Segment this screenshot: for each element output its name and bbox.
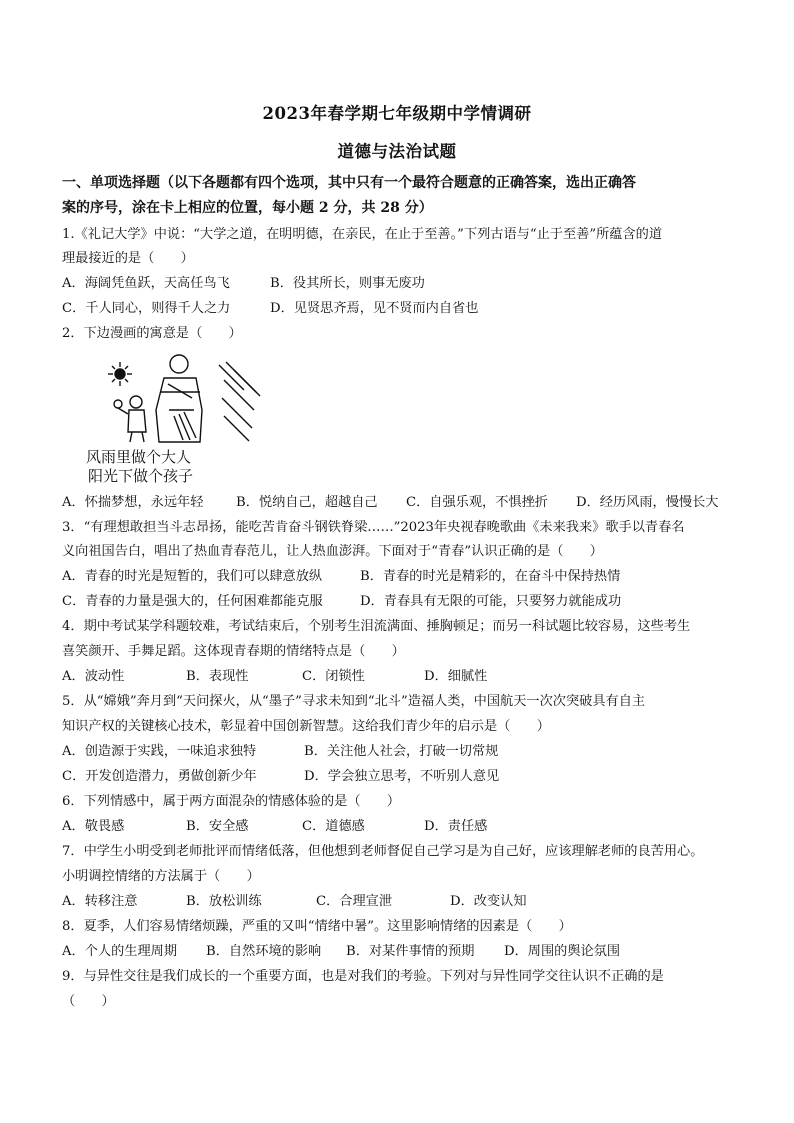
q5-stem-line1: 5．从“嫦娥”奔月到“天问探火，从“墨子”寻求未知到“北斗”造福人类，中国航天一次次突破具有自主 <box>62 694 646 709</box>
q3-option-d: D．青春具有无限的可能，只要努力就能成功 <box>360 594 622 609</box>
q8-option-b: B．自然环境的影响 <box>206 944 322 959</box>
q2-option-c: C．自强乐观，不惧挫折 <box>406 495 548 510</box>
q2-option-b: B．悦纳自己，超越自己 <box>236 495 378 510</box>
q3-stem-line2: 义向祖国告白，唱出了热血青春范儿，让人热血澎湃。下面对于“青春”认识正确的是（ ） <box>62 544 603 559</box>
q1-stem-line1: 1.《礼记大学》中说：“大学之道，在明明德，在亲民，在止于至善。”下列古语与“止于至善”所蕴含的道 <box>62 227 663 242</box>
q7-option-d: D．改变认知 <box>450 894 527 909</box>
q4-stem-line2: 喜笑颜开、手舞足蹈。这体现青春期的情绪特点是（ ） <box>62 644 405 659</box>
q6-stem-line1: 6．下列情感中，属于两方面混杂的情感体验的是（ ） <box>62 794 401 809</box>
q8-stem-line1: 8．夏季，人们容易情绪烦躁，严重的又叫“情绪中暑”。这里影响情绪的因素是（ ） <box>62 919 572 934</box>
q4-option-d: D．细腻性 <box>424 669 488 684</box>
q8-option-a: A．个人的生理周期 <box>62 944 178 959</box>
q3-stem-line1: 3．“有理想敢担当斗志昂扬，能吃苦肯奋斗钢铁脊梁……”2023年央视春晚歌曲《未来我来》歌手以青春名 <box>62 520 685 535</box>
cartoon-image <box>84 350 264 485</box>
q7-option-b: B．放松训练 <box>186 894 262 909</box>
q5-stem-line2: 知识产权的关键核心技术，彰显着中国创新智慧。这给我们青少年的启示是（ ） <box>62 719 550 734</box>
q1-option-b: B．役其所长，则事无废功 <box>270 276 425 291</box>
q5-option-d: D．学会独立思考，不听别人意见 <box>304 769 500 784</box>
q4-option-c: C．闭锁性 <box>302 669 365 684</box>
q5-option-c: C．开发创造潜力，勇做创新少年 <box>62 769 257 784</box>
q2-option-a: A．怀揣梦想，永远年轻 <box>62 495 204 510</box>
q5-option-b: B．关注他人社会，打破一切常规 <box>304 744 499 759</box>
q4-option-a: A．波动性 <box>62 669 125 684</box>
q1-option-c: C．千人同心，则得千人之力 <box>62 301 231 316</box>
q9-stem-line1: 9．与异性交往是我们成长的一个重要方面，也是对我们的考验。下列对与异性同学交往认识不正确的是 <box>62 969 664 984</box>
q7-stem-line1: 7．中学生小明受到老师批评而情绪低落，但他想到老师督促自己学习是为自己好，应该理解老师的良苦用心。 <box>62 844 704 859</box>
q1-option-d: D．见贤思齐焉，见不贤而内自省也 <box>270 301 479 316</box>
q5-option-a: A．创造源于实践，一味追求独特 <box>62 744 257 759</box>
q6-option-c: C．道德感 <box>302 819 365 834</box>
q6-option-a: A．敬畏感 <box>62 819 125 834</box>
exam-title: 2023年春学期七年级期中学情调研 <box>262 104 532 123</box>
q2-option-d: D．经历风雨，慢慢长大 <box>576 495 719 510</box>
q2-stem-line1: 2．下边漫画的寓意是（ ） <box>62 326 242 341</box>
q3-option-b: B．青春的时光是精彩的，在奋斗中保持热情 <box>360 569 621 584</box>
q7-option-a: A．转移注意 <box>62 894 138 909</box>
q8-option-c: B．对某件事情的预期 <box>346 944 475 959</box>
section-heading-line2: 案的序号，涂在卡上相应的位置，每小题 2 分，共 28 分） <box>62 200 433 216</box>
cartoon-caption-2: 阳光下做个孩子 <box>88 467 194 485</box>
exam-subtitle: 道德与法治试题 <box>337 142 457 161</box>
q3-option-c: C．青春的力量是强大的，任何困难都能克服 <box>62 594 323 609</box>
q8-option-d: D．周围的舆论氛围 <box>504 944 621 959</box>
cartoon-caption-1: 风雨里做个大人 <box>86 448 192 466</box>
section-heading-line1: 一、单项选择题（以下各题都有四个选项，其中只有一个最符合题意的正确答案，选出正确答 <box>62 175 636 191</box>
q4-stem-line1: 4．期中考试某学科题较难，考试结束后，个别考生泪流满面、捶胸顿足；而另一科试题比较容易，这些考生 <box>62 619 691 634</box>
q3-option-a: A．青春的时光是短暂的，我们可以肆意放纵 <box>62 569 323 584</box>
q7-option-c: C．合理宣泄 <box>316 894 393 909</box>
q1-option-a: A．海阔凭鱼跃，天高任鸟飞 <box>62 276 230 291</box>
q6-option-b: B．安全感 <box>186 819 249 834</box>
q9-stem-line2: （ ） <box>62 994 115 1009</box>
q6-option-d: D．责任感 <box>424 819 488 834</box>
q1-stem-line2: 理最接近的是（ ） <box>62 251 194 266</box>
q7-stem-line2: 小明调控情绪的方法属于（ ） <box>62 869 260 884</box>
q4-option-b: B．表现性 <box>186 669 249 684</box>
